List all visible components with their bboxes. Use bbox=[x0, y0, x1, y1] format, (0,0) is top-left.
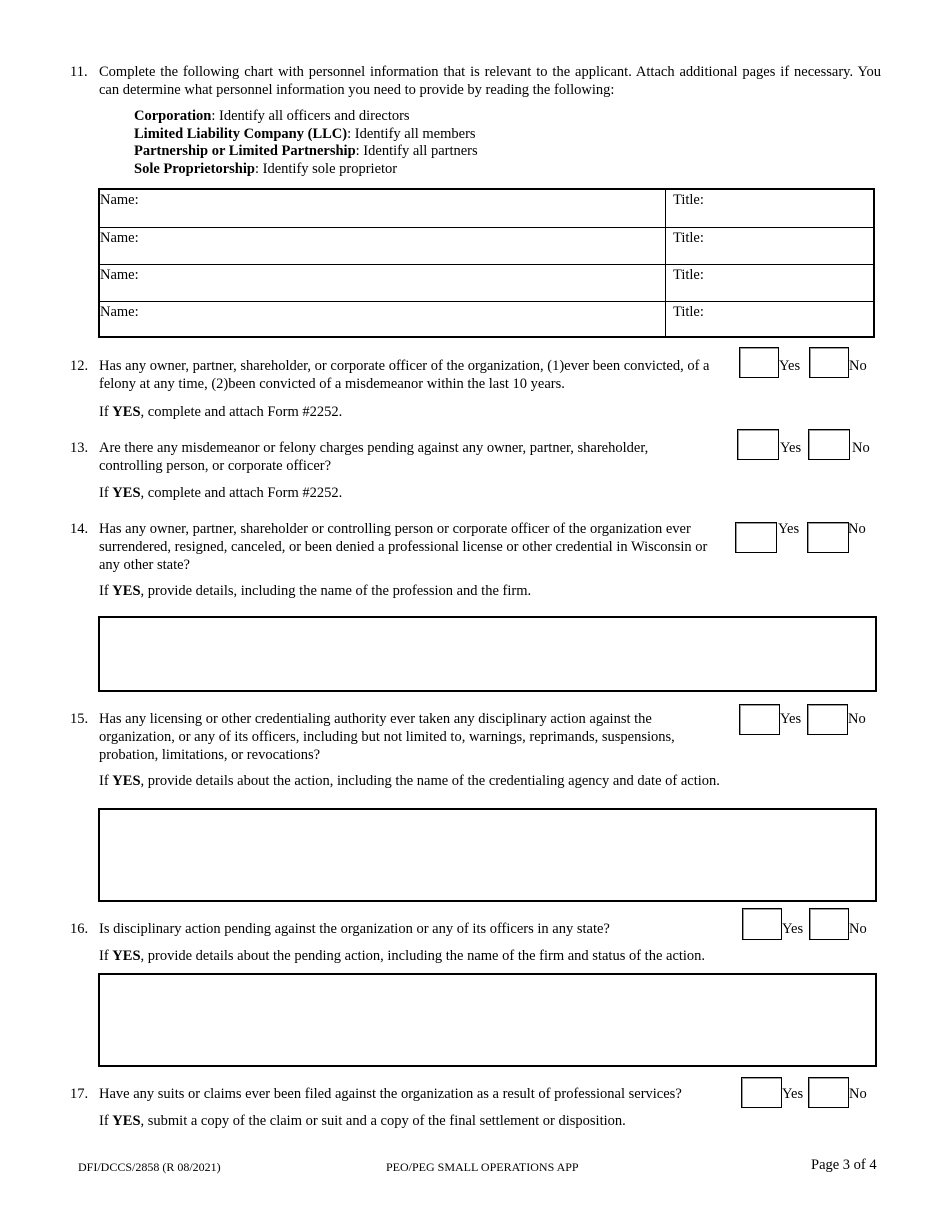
name-label: Name: bbox=[100, 230, 139, 246]
q14-details-box[interactable] bbox=[98, 616, 877, 692]
q12-yes-label: Yes bbox=[779, 358, 801, 374]
personnel-row[interactable] bbox=[100, 301, 873, 337]
q13-yes-label: Yes bbox=[780, 440, 802, 456]
q16-instruction: If YES, provide details about the pending action, including the name of the firm and status of the action. bbox=[99, 948, 706, 964]
name-label: Name: bbox=[100, 267, 139, 283]
q14-instruction: If YES, provide details, including the name of the profession and the firm. bbox=[99, 583, 532, 599]
q15-number: 15. bbox=[70, 711, 89, 727]
q16-details-box[interactable] bbox=[98, 973, 877, 1067]
q17-yes-label: Yes bbox=[782, 1086, 804, 1102]
page-number: Page 3 of 4 bbox=[811, 1157, 877, 1173]
q17-yes-checkbox[interactable] bbox=[741, 1077, 782, 1108]
q11-number: 11. bbox=[70, 64, 88, 80]
q12-yes-checkbox[interactable] bbox=[739, 347, 779, 378]
q16-no-checkbox[interactable] bbox=[809, 908, 849, 940]
q17-no-label: No bbox=[849, 1086, 867, 1102]
q13-text: Are there any misdemeanor or felony charges pending against any owner, partner, shareholder, controlling person, or corporate officer? bbox=[99, 440, 649, 474]
q15-yes-label: Yes bbox=[780, 711, 802, 727]
q14-no-checkbox[interactable] bbox=[807, 522, 849, 553]
title-label: Title: bbox=[673, 230, 704, 246]
q17-number: 17. bbox=[70, 1086, 89, 1102]
q15-text: Has any licensing or other credentialing authority ever taken any disciplinary action against the organization, or any of its officers, including but not limited to, warnings, reprimands, suspensions, probation, limitations, or revocations? bbox=[99, 711, 675, 763]
footer-form-title: PEO/PEG SMALL OPERATIONS APP bbox=[386, 1160, 579, 1174]
q14-yes-label: Yes bbox=[778, 521, 800, 537]
title-label: Title: bbox=[673, 267, 704, 283]
q12-instruction: If YES, complete and attach Form #2252. bbox=[99, 404, 343, 420]
entity-definitions bbox=[134, 108, 478, 178]
q12-no-label: No bbox=[849, 358, 867, 374]
q15-no-label: No bbox=[848, 711, 866, 727]
q16-no-label: No bbox=[849, 921, 867, 937]
title-label: Title: bbox=[673, 304, 704, 320]
name-label: Name: bbox=[100, 192, 139, 208]
personnel-table bbox=[98, 188, 875, 338]
q15-yes-checkbox[interactable] bbox=[739, 704, 780, 735]
q14-yes-checkbox[interactable] bbox=[735, 522, 777, 553]
q15-no-checkbox[interactable] bbox=[807, 704, 848, 735]
definition-llc: Limited Liability Company (LLC): Identify all members bbox=[134, 125, 476, 142]
q16-number: 16. bbox=[70, 921, 89, 937]
q11-text: Complete the following chart with personnel information that is relevant to the applicant. Attach additional pages if necessary. You can determine what personnel information you need to provide by reading the following: bbox=[99, 64, 881, 98]
q15-instruction: If YES, provide details about the action, including the name of the credentialing agency and date of action. bbox=[99, 773, 720, 789]
q13-no-checkbox[interactable] bbox=[808, 429, 850, 460]
q16-yes-label: Yes bbox=[782, 921, 804, 937]
definition-sole-proprietorship: Sole Proprietorship: Identify sole proprietor bbox=[134, 160, 398, 177]
personnel-row[interactable] bbox=[100, 227, 873, 265]
q14-text: Has any owner, partner, shareholder or controlling person or corporate officer of the organization ever surrendered, resigned, canceled, or been denied a professional license or other credential in Wisconsin or any other state? bbox=[99, 521, 708, 573]
q12-no-checkbox[interactable] bbox=[809, 347, 849, 378]
personnel-row[interactable] bbox=[100, 190, 873, 227]
q13-instruction: If YES, complete and attach Form #2252. bbox=[99, 485, 343, 501]
definition-corporation: Corporation: Identify all officers and directors bbox=[134, 108, 410, 124]
footer-form-id: DFI/DCCS/2858 (R 08/2021) bbox=[78, 1160, 221, 1174]
personnel-row[interactable] bbox=[100, 264, 873, 302]
q14-no-label: No bbox=[848, 521, 866, 537]
q16-yes-checkbox[interactable] bbox=[742, 908, 782, 940]
q13-yes-checkbox[interactable] bbox=[737, 429, 779, 460]
q12-number: 12. bbox=[70, 358, 89, 374]
q16-text: Is disciplinary action pending against the organization or any of its officers in any state? bbox=[99, 921, 610, 937]
q13-no-label: No bbox=[852, 440, 870, 456]
q17-text: Have any suits or claims ever been filed against the organization as a result of professional services? bbox=[99, 1086, 682, 1102]
q14-number: 14. bbox=[70, 521, 89, 537]
q15-details-box[interactable] bbox=[98, 808, 877, 902]
q12-text: Has any owner, partner, shareholder, or corporate officer of the organization, (1)ever been convicted, of a felony at any time, (2)been convicted of a misdemeanor within the last 10 years. bbox=[99, 358, 710, 392]
q17-no-checkbox[interactable] bbox=[808, 1077, 849, 1108]
title-label: Title: bbox=[673, 192, 704, 208]
q17-instruction: If YES, submit a copy of the claim or suit and a copy of the final settlement or disposition. bbox=[99, 1113, 626, 1129]
name-label: Name: bbox=[100, 304, 139, 320]
definition-partnership: Partnership or Limited Partnership: Identify all partners bbox=[134, 143, 478, 159]
q13-number: 13. bbox=[70, 440, 89, 456]
